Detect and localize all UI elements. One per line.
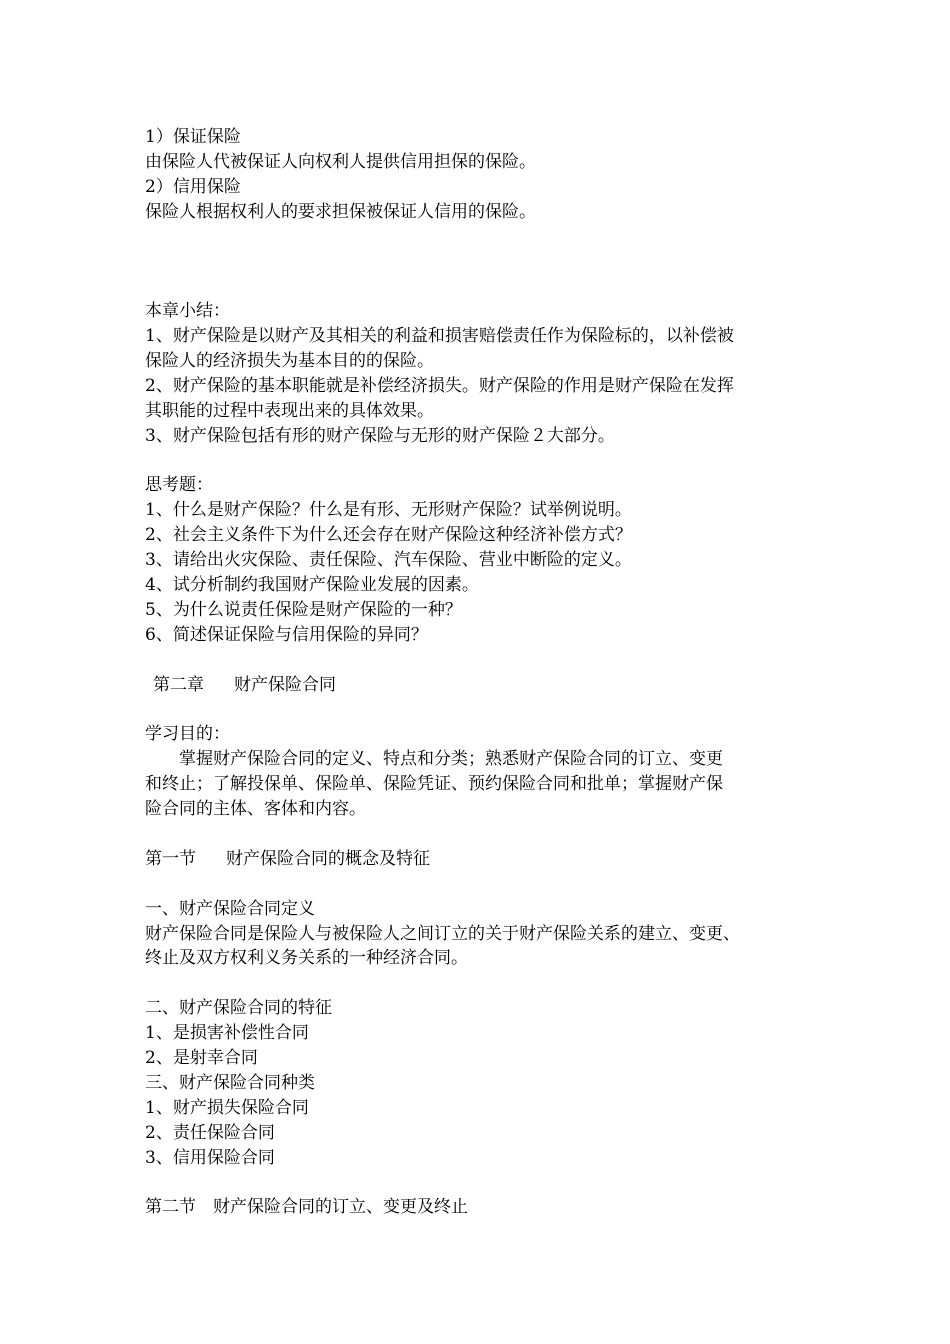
spacer	[145, 872, 825, 897]
questions-heading: 思考题：	[145, 475, 213, 496]
section-number: 第二节	[145, 1197, 196, 1218]
objectives-line-1: 掌握财产保险合同的定义、特点和分类；熟悉财产保险合同的订立、变更	[179, 749, 723, 770]
document-page	[145, 125, 825, 1220]
features-heading: 二、财产保险合同的特征	[145, 998, 332, 1019]
item-text-credit-insurance: 保险人根据权利人的要求担保被保证人信用的保险。	[145, 201, 536, 222]
section-title: 财产保险合同的概念及特征	[226, 848, 430, 869]
chapter-number: 第二章	[153, 674, 204, 695]
question-item: 2、社会主义条件下为什么还会存在财产保险这种经济补偿方式？	[145, 525, 632, 546]
objectives-heading: 学习目的：	[145, 724, 230, 745]
type-item: 2、责任保险合同	[145, 1122, 275, 1143]
question-item: 5、为什么说责任保险是财产保险的一种？	[145, 599, 462, 620]
item-text-guarantee-insurance: 由保险人代被保证人向权利人提供信用担保的保险。	[145, 151, 536, 172]
section-2-heading	[145, 1195, 825, 1220]
question-item: 4、试分析制约我国财产保险业发展的因素。	[145, 575, 479, 596]
section-number: 第一节	[145, 848, 196, 869]
feature-item: 1、是损害补偿性合同	[145, 1023, 309, 1044]
spacer	[145, 449, 825, 474]
definition-line-2: 终止及双方权利义务关系的一种经济合同。	[145, 948, 468, 969]
spacer	[145, 822, 825, 847]
spacer	[145, 648, 825, 673]
chapter-heading	[145, 673, 825, 698]
summary-point-1-line-2: 保险人的经济损失为基本目的的保险。	[145, 351, 434, 372]
type-item: 3、信用保险合同	[145, 1147, 275, 1168]
question-item: 6、简述保证保险与信用保险的异同？	[145, 624, 428, 645]
summary-point-2-line-1: 2、财产保险的基本职能就是补偿经济损失。财产保险的作用是财产保险在发挥	[145, 375, 734, 396]
definition-heading: 一、财产保险合同定义	[145, 898, 315, 919]
type-item: 1、财产损失保险合同	[145, 1097, 309, 1118]
section-1-heading	[145, 847, 825, 872]
item-title-credit-insurance: 2）信用保险	[145, 176, 241, 197]
objectives-line-3: 险合同的主体、客体和内容。	[145, 799, 366, 820]
spacer	[145, 971, 825, 996]
question-item: 1、什么是财产保险？什么是有形、无形财产保险？试举例说明。	[145, 500, 632, 521]
summary-heading: 本章小结：	[145, 301, 230, 322]
summary-point-1-line-1: 1、财产保险是以财产及其相关的利益和损害赔偿责任作为保险标的，以补偿被	[145, 326, 734, 347]
section-title: 财产保险合同的订立、变更及终止	[213, 1197, 468, 1218]
objectives-line-2: 和终止；了解投保单、保险单、保险凭证、预约保险合同和批单；掌握财产保	[145, 774, 723, 795]
types-heading: 三、财产保险合同种类	[145, 1072, 315, 1093]
spacer	[145, 1170, 825, 1195]
spacer	[145, 225, 825, 300]
definition-line-1: 财产保险合同是保险人与被保险人之间订立的关于财产保险关系的建立、变更、	[145, 923, 740, 944]
summary-point-3: 3、财产保险包括有形的财产保险与无形的财产保险２大部分。	[145, 425, 615, 446]
question-item: 3、请给出火灾保险、责任保险、汽车保险、营业中断险的定义。	[145, 550, 632, 571]
item-title-guarantee-insurance: 1）保证保险	[145, 127, 241, 147]
summary-point-2-line-2: 其职能的过程中表现出来的具体效果。	[145, 400, 434, 421]
chapter-title: 财产保险合同	[234, 674, 336, 695]
feature-item: 2、是射幸合同	[145, 1047, 258, 1068]
spacer	[145, 698, 825, 723]
